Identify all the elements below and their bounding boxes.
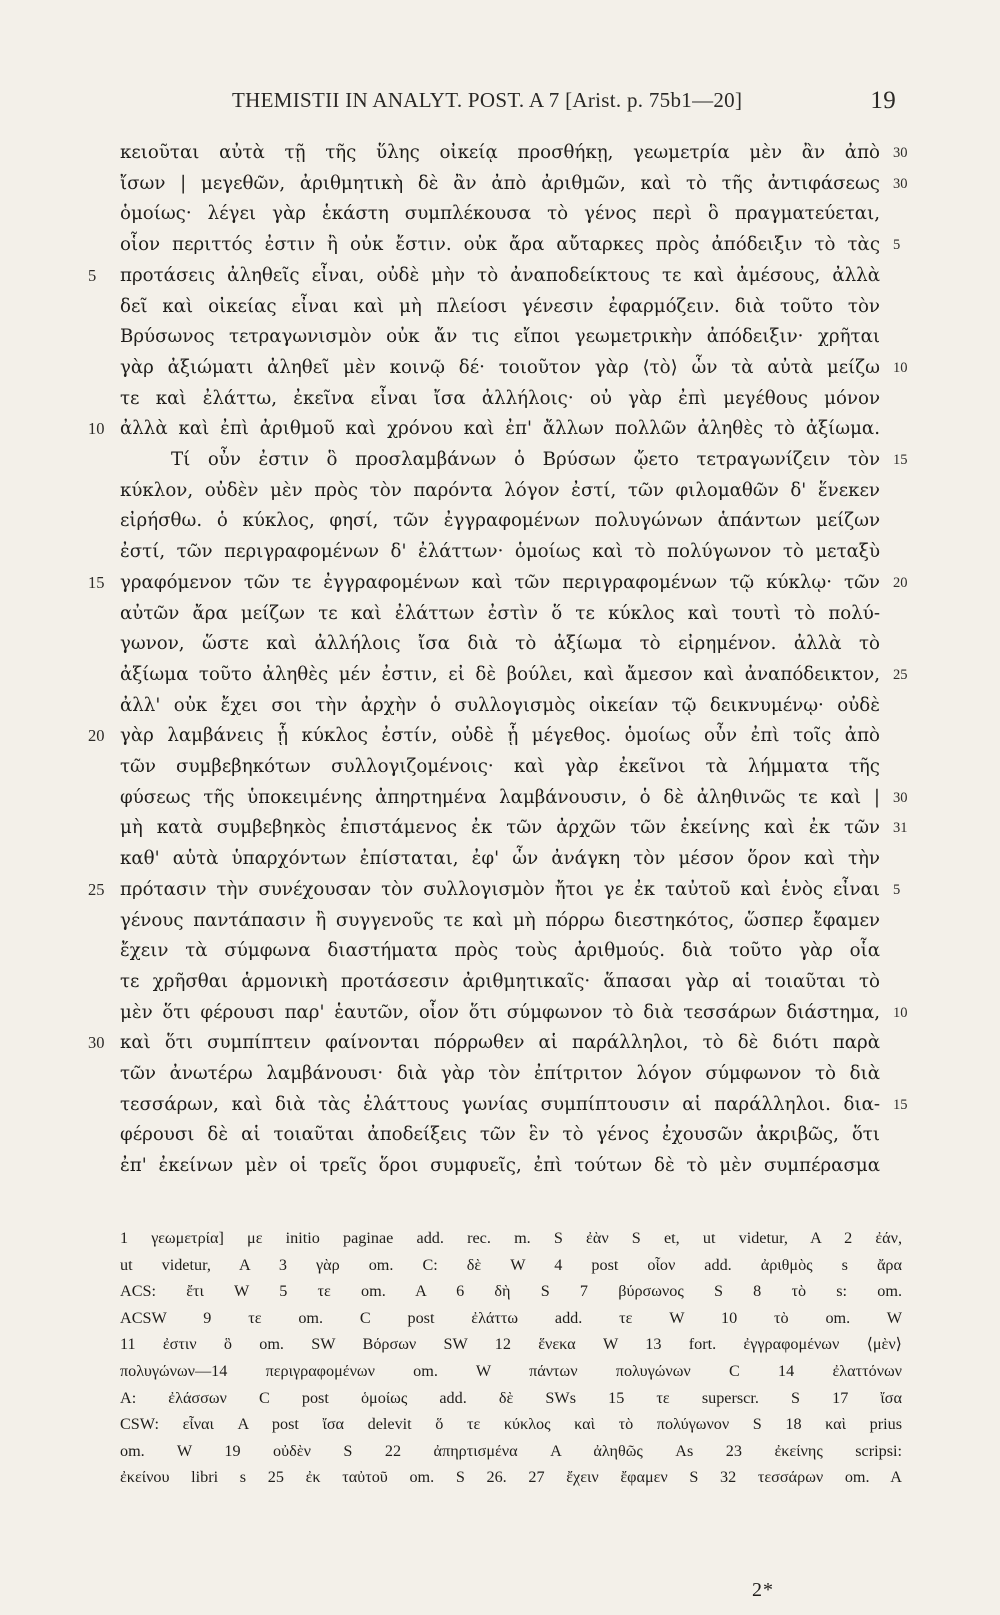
text-line: [120, 138, 908, 168]
apparatus-line: 1 γεωμετρία] με initio paginae add. rec. m. S ἐὰν S et, ut videtur, A 2 ἐάν,: [120, 1229, 902, 1247]
apparatus-line: A: ἐλάσσων C post ὁμοίως add. δὲ SWs 15 τε superscr. S 17 ἴσα: [120, 1388, 902, 1407]
text-line-content: τῶν συμβεβηκότων συλλογιζομένοις· καὶ γὰρ ἐκεῖνοι τὰ λήμματα τῆς: [120, 756, 880, 777]
edition-line-number: 20: [88, 726, 105, 746]
text-line-content: μὴ κατὰ συμβεβηκὸς ἐπιστάμενος ἐκ τῶν ἀρχῶν τῶν ἐκείνης καὶ ἐκ τῶν: [120, 817, 880, 839]
edition-line-number: 10: [88, 419, 105, 439]
text-line-content: γὰρ ἀξιώματι ἀληθεῖ μὲν κοινῷ δέ· τοιοῦτον γὰρ ⟨τὸ⟩ ὧν τὰ αὐτὰ μείζω: [120, 356, 880, 378]
text-line-content: ὁμοίως· λέγει γὰρ ἑκάστη συμπλέκουσα τὸ γένος περὶ ὃ πραγματεύεται,: [120, 203, 880, 225]
text-line-content: ἐπ' ἐκείνων μὲν οἱ τρεῖς ὅροι συμφυεῖς, ἐπὶ τούτων δὲ τὸ μὲν συμπέρασμα: [120, 1155, 880, 1177]
text-line-content: γὰρ λαμβάνεις ᾗ κύκλος ἐστίν, οὐδὲ ᾗ μέγεθος. ὁμοίως οὖν ἐπὶ τοῖς ἀπὸ: [120, 725, 880, 747]
source-line-number: 20: [893, 574, 908, 591]
source-line-number: 5: [893, 881, 901, 898]
text-line-content: Βρύσωνος τετραγωνισμὸν οὐκ ἄν τις εἴποι γεωμετρικὴν ἀπόδειξιν· χρῆται: [120, 326, 880, 348]
source-line-number: 30: [893, 145, 908, 161]
text-line: [120, 906, 880, 936]
edition-line-number: 25: [88, 879, 105, 899]
apparatus-line: CSW: εἶναι A post ἴσα delevit ὅ τε κύκλος καὶ τὸ πολύγωνον S 18 καὶ prius: [120, 1415, 902, 1434]
text-line-content: ἔχειν τὰ σύμφωνα διαστήματα πρὸς τοὺς ἀριθμούς. διὰ τοῦτο γὰρ οἷα: [120, 940, 880, 962]
text-line: [120, 322, 880, 352]
text-line: [88, 261, 880, 291]
text-line-content: γωνον, ὥστε καὶ ἀλλήλοις ἴσα διὰ τὸ ἀξίωμα τὸ εἰρημένον. ἀλλὰ τὸ: [120, 633, 880, 655]
text-line: [88, 875, 901, 905]
text-line: [120, 476, 880, 506]
text-line-content: πρότασιν τὴν συνέχουσαν τὸν συλλογισμὸν ἤτοι γε ἐκ ταὐτοῦ καὶ ἑνὸς εἶναι: [120, 878, 880, 900]
signature-mark: 2*: [752, 1579, 774, 1601]
text-line-content: ἀλλ' οὐκ ἔχει σοι τὴν ἀρχὴν ὁ συλλογισμὸς οἰκείαν τῷ δεικνυμένῳ· οὐδὲ: [120, 694, 880, 716]
text-line: [88, 414, 880, 444]
running-title: THEMISTII IN ANALYT. POST. A 7 [Arist. p. 75b1—20]: [232, 88, 743, 112]
text-line: [120, 292, 880, 322]
text-line-content: γραφόμενον τῶν τε ἐγγραφομένων καὶ τῶν περιγραφομένων τῷ κύκλῳ· τῶν: [120, 571, 880, 593]
text-line-content: τε χρῆσθαι ἁρμονικὴ προτάσεσιν ἀριθμητικαῖς· ἅπασαι γὰρ αἱ τοιαῦται τὸ: [120, 970, 880, 992]
text-line-content: τεσσάρων, καὶ διὰ τὰς ἐλάττους γωνίας συμπίπτουσιν αἱ παράλληλοι. δια-: [120, 1093, 880, 1115]
text-line: [120, 844, 880, 874]
text-line: [171, 445, 908, 475]
text-line-content: κειοῦται αὐτὰ τῇ τῆς ὕλης οἰκείᾳ προσθήκῃ, γεωμετρία μὲν ἂν ἀπὸ: [120, 142, 880, 163]
text-line-content: δεῖ καὶ οἰκείας εἶναι καὶ μὴ πλείοσι γένεσιν ἐφαρμόζειν. διὰ τοῦτο τὸν: [120, 295, 880, 317]
text-line: [120, 813, 908, 843]
text-line-content: εἰρήσθω. ὁ κύκλος, φησί, τῶν ἐγγραφομένων πολυγώνων ἁπάντων μείζων: [120, 510, 880, 532]
text-line: [120, 199, 880, 229]
text-line: [120, 783, 908, 813]
apparatus-line: 11 ἐστιν ὃ om. SW Βόρσων SW 12 ἕνεκα W 13 fort. ἐγγραφομένων ⟨μὲν⟩: [120, 1335, 902, 1354]
apparatus-line: ἐκείνου libri s 25 ἐκ ταὐτοῦ om. S 26. 27 ἔχειν ἔφαμεν S 32 τεσσάρων om. A: [120, 1468, 902, 1487]
text-line: [88, 721, 880, 751]
text-line-content: μὲν ὅτι φέρουσι παρ' ἑαυτῶν, οἷον ὅτι σύμφωνον τὸ διὰ τεσσάρων διάστημα,: [120, 1001, 880, 1023]
apparatus-line: om. W 19 οὐδὲν S 22 ἀπηρτισμένα A ἀληθῶς As 23 ἐκείνης scripsi:: [120, 1441, 902, 1460]
source-line-number: 30: [893, 175, 908, 192]
text-line-content: γένους παντάπασιν ἢ συγγενοῦς τε καὶ μὴ πόρρω διεστηκότος, ὥσπερ ἔφαμεν: [120, 909, 880, 931]
text-line-content: ἀξίωμα τοῦτο ἀληθὲς μέν ἐστιν, εἰ δὲ βούλει, καὶ ἄμεσον καὶ ἀναπόδεικτον,: [120, 663, 880, 685]
text-line: [120, 1151, 880, 1181]
source-line-number: 25: [893, 666, 908, 683]
text-line-content: κύκλον, οὐδὲν μὲν πρὸς τὸν παρόντα λόγον ἐστί, τῶν φιλομαθῶν δ' ἕνεκεν: [120, 479, 880, 501]
text-line: [120, 629, 880, 659]
source-line-number: 10: [893, 359, 908, 376]
apparatus-line: ut videtur, A 3 γὰρ om. C: δὲ W 4 post οἷον add. ἀριθμὸς s ἄρα: [120, 1255, 902, 1274]
text-line: [88, 1028, 880, 1058]
source-line-number: 5: [893, 237, 901, 254]
text-line-content: φύσεως τῆς ὑποκειμένης ἀπηρτημένα λαμβάνουσιν, ὁ δὲ ἀληθινῶς τε καὶ |: [120, 786, 880, 808]
edition-line-number: 30: [88, 1033, 105, 1053]
text-line-content: ἀλλὰ καὶ ἐπὶ ἀριθμοῦ καὶ χρόνου καὶ ἐπ' ἄλλων πολλῶν ἀληθὲς τὸ ἀξίωμα.: [120, 418, 880, 440]
text-line-content: ἴσων | μεγεθῶν, ἀριθμητικὴ δὲ ἂν ἀπὸ ἀριθμῶν, καὶ τὸ τῆς ἀντιφάσεως: [120, 172, 880, 194]
source-line-number: 15: [893, 452, 908, 468]
page-number: 19: [870, 87, 896, 114]
text-line-content: προτάσεις ἀληθεῖς εἶναι, οὐδὲ μὴν τὸ ἀναποδείκτους τε καὶ ἀμέσους, ἀλλὰ: [120, 264, 880, 286]
text-line: [120, 691, 880, 721]
apparatus-separator: [120, 1180, 880, 1181]
text-line: [88, 568, 908, 598]
text-line-content: καὶ ὅτι συμπίπτειν φαίνονται πόρρωθεν αἱ παράλληλοι, τὸ δὲ διότι παρὰ: [120, 1032, 880, 1054]
source-line-number: 10: [893, 1004, 908, 1021]
edition-line-number: 5: [88, 265, 97, 285]
text-line: [120, 169, 908, 199]
source-line-number: 31: [893, 820, 908, 837]
text-line-content: καθ' αὑτὰ ὑπαρχόντων ἐπίσταται, ἐφ' ὧν ἀνάγκη τὸν μέσον ὅρον καὶ τὴν: [120, 848, 880, 870]
text-line: [120, 1090, 908, 1120]
text-line-content: φέρουσι δὲ αἱ τοιαῦται ἀποδείξεις τῶν ἓν τὸ γένος ἐχουσῶν ἀκριβῶς, ὅτι: [120, 1124, 880, 1146]
text-line: [120, 967, 880, 997]
text-line: [120, 752, 880, 782]
text-line: [120, 936, 880, 966]
source-line-number: 15: [893, 1096, 908, 1113]
text-line: [120, 599, 880, 629]
apparatus-line: ACSW 9 τε om. C post ἐλάττω add. τε W 10 τὸ om. W: [120, 1308, 902, 1327]
text-line-content: τε καὶ ἐλάττω, ἐκεῖνα εἶναι ἴσα ἀλλήλοις· οὐ γὰρ ἐπὶ μεγέθους μόνον: [120, 387, 880, 409]
text-line: [120, 1120, 880, 1150]
text-line: [120, 998, 908, 1028]
text-line-content: οἷον περιττός ἐστιν ἢ οὐκ ἔστιν. οὐκ ἄρα αὔταρκες πρὸς ἀπόδειξιν τὸ τὰς: [120, 234, 880, 256]
text-line: [120, 660, 908, 690]
apparatus-line: ACS: ἔτι W 5 τε om. A 6 δὴ S 7 βύρσωνος S 8 τὸ s: om.: [120, 1282, 902, 1301]
text-line: [120, 506, 880, 536]
text-line: [120, 537, 880, 567]
text-line-content: τῶν ἀνωτέρω λαμβάνουσι· διὰ γὰρ τὸν ἐπίτριτον λόγον σύμφωνον τὸ διὰ: [120, 1063, 880, 1084]
source-line-number: 30: [893, 789, 908, 806]
edition-line-number: 15: [88, 572, 105, 592]
text-line-content: ἐστί, τῶν περιγραφομένων δ' ἐλάττων· ὁμοίως καὶ τὸ πολύγωνον τὸ μεταξὺ: [120, 541, 880, 563]
text-line: [120, 353, 908, 383]
text-line: [120, 230, 901, 260]
text-line-content: αὐτῶν ἄρα μείζων τε καὶ ἐλάττων ἐστὶν ὅ τε κύκλος καὶ τουτὶ τὸ πολύ-: [120, 602, 880, 624]
apparatus-line: πολυγώνων—14 περιγραφομένων om. W πάντων πολυγώνων C 14 ἐλαττόνων: [120, 1362, 902, 1380]
text-line: [120, 1059, 880, 1089]
text-line: [120, 384, 880, 414]
text-line-content: Τί οὖν ἐστιν ὃ προσλαμβάνων ὁ Βρύσων ᾤετο τετραγωνίζειν τὸν: [171, 449, 880, 470]
